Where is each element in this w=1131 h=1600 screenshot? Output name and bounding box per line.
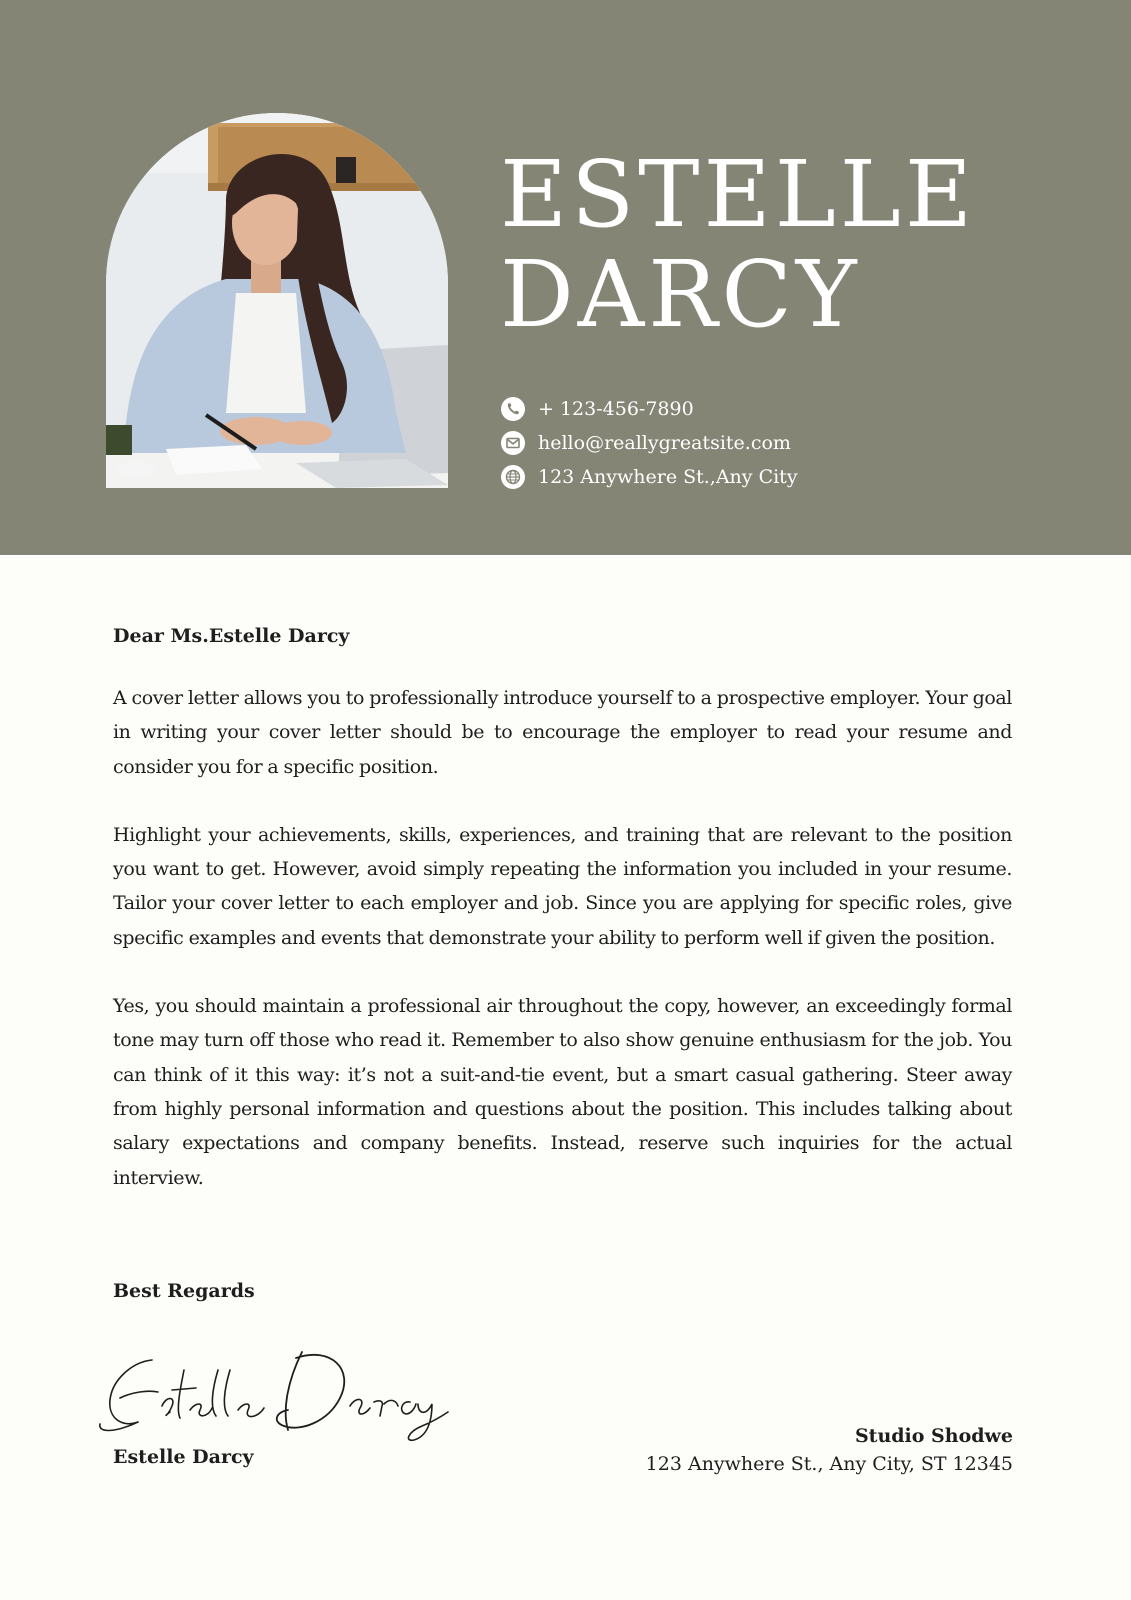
paragraph-1: A cover letter allows you to professionally introduce yourself to a prospective employer. Your goal in writing your cover letter should be to encourage the employer to read your resume and consider you for a specific position. — [113, 687, 1012, 778]
signature — [92, 1340, 462, 1450]
signed-name: Estelle Darcy — [113, 1446, 254, 1468]
first-name: ESTELLE — [500, 141, 977, 248]
paragraph-2: Highlight your achievements, skills, experiences, and training that are relevant to the position you want to get. However, avoid simply repeating the information you included in your resume. Tailor your cover letter to each employer and job. Since you are applying for specific roles, give specific examples and events that demonstrate your ability to perform well if given the position. — [113, 823, 1012, 949]
phone-icon — [500, 396, 526, 422]
mail-icon — [500, 430, 526, 456]
globe-icon — [500, 464, 526, 490]
contact-address — [500, 460, 798, 494]
contact-email — [500, 426, 798, 460]
closing: Best Regards — [113, 1280, 255, 1302]
letter-body — [113, 625, 1012, 1229]
salutation: Dear Ms.Estelle Darcy — [113, 625, 350, 647]
email-text: hello@reallygreatsite.com — [538, 432, 791, 454]
company-address: 123 Anywhere St., Any City, ST 12345 — [645, 1453, 1013, 1475]
phone-text: + 123-456-7890 — [538, 398, 694, 420]
contact-phone — [500, 392, 798, 426]
contact-list — [500, 392, 798, 494]
header-banner — [0, 0, 1131, 555]
last-name: DARCY — [500, 241, 861, 348]
profile-photo — [106, 113, 448, 488]
company-block — [646, 1425, 1013, 1475]
address-text: 123 Anywhere St.,Any City — [538, 466, 798, 488]
portrait-illustration — [106, 113, 448, 488]
company-name: Studio Shodwe — [854, 1425, 1013, 1447]
applicant-name — [500, 141, 977, 348]
paragraph-3: Yes, you should maintain a professional air throughout the copy, however, an exceedingly formal tone may turn off those who read it. Remember to also show genuine enthusiasm for the job. You can think of it this way: it’s not a suit-and-tie event, but a smart casual gathering. Steer away from highly personal information and questions about the position. This includes talking about salary expectations and company benefits. Instead, reserve such inquiries for the actual interview. — [113, 995, 1012, 1189]
